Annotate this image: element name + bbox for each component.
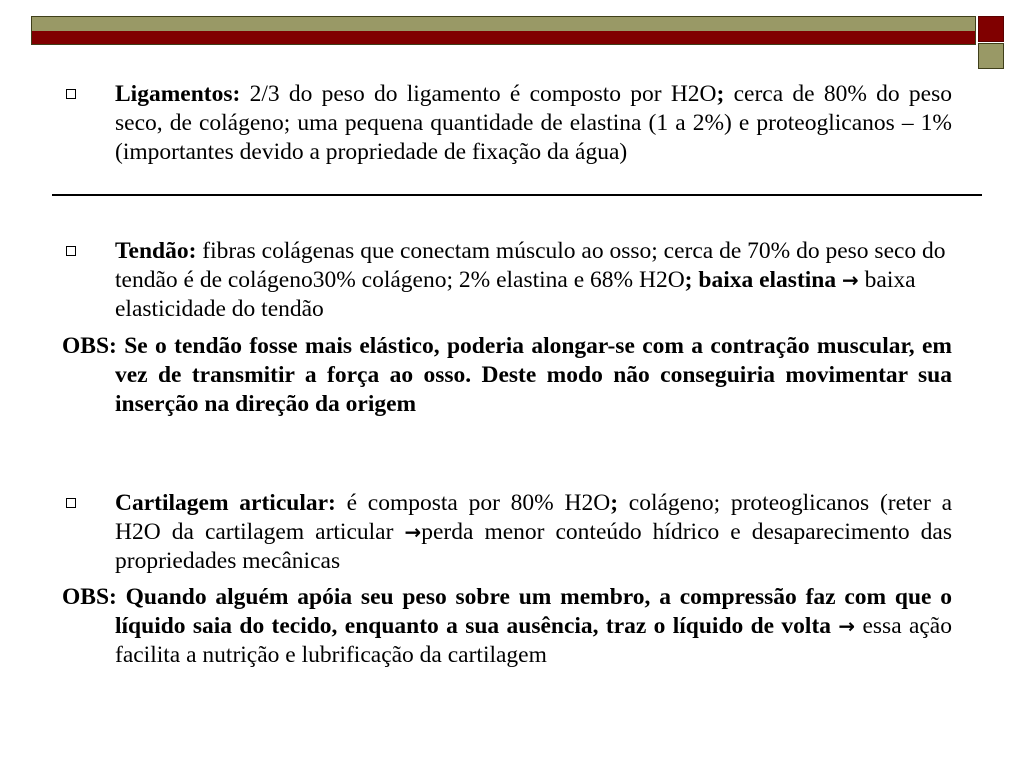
term-tendao: Tendão: [115, 238, 197, 264]
tendao-text-3: baixa elasticidade do tendão [115, 267, 916, 322]
bullet-ligamentos-text [115, 80, 952, 167]
divider-line [52, 194, 982, 196]
bullet-square-icon [66, 246, 76, 256]
tendao-text-2: ; baixa elastina [684, 267, 837, 293]
obs-cartilagem [62, 583, 952, 670]
bullet-cartilagem-text [115, 489, 952, 576]
ligamentos-text-2: ; [716, 81, 725, 107]
tendao-text-1: fibras colágenas que conectam músculo ao osso; cerca de 70% do peso seco do tendão é de colágeno30% colágeno; 2% elastina e 68% H2O [115, 238, 946, 293]
term-cartilagem: Cartilagem articular: [115, 490, 336, 516]
right-arrow-icon: → [838, 614, 856, 638]
obs-tendao: OBS: Se o tendão fosse mais elástico, poderia alongar-se com a contração muscular, em vez de transmitir a força ao osso. Deste modo não conseguiria movimentar sua inserção na direção da origem [62, 333, 952, 417]
right-arrow-icon: → [404, 520, 422, 544]
term-ligamentos: Ligamentos: [115, 81, 241, 107]
bullet-square-icon [66, 89, 76, 99]
cartilagem-text-3: colágeno; proteoglicanos (reter a H2O da cartilagem articular [115, 490, 952, 545]
header-band-maroon [32, 31, 975, 44]
right-arrow-icon: → [842, 268, 859, 292]
ligamentos-text-1: 2/3 do peso do ligamento é composto por H2O [240, 81, 717, 107]
bullet-square-icon [66, 498, 76, 508]
bullet-ligamentos [62, 80, 952, 167]
cartilagem-text-4: perda menor conteúdo hídrico e desaparecimento das propriedades mecânicas [115, 519, 952, 574]
obs-cartilagem-rest: essa ação facilita a nutrição e lubrificação da cartilagem [115, 613, 952, 668]
header-band [31, 16, 976, 45]
corner-square-maroon [978, 16, 1004, 42]
bullet-tendao [62, 237, 952, 324]
cartilagem-text-2: ; [610, 490, 619, 516]
ligamentos-text-3: cerca de 80% do peso seco, de colágeno; uma pequena quantidade de elastina (1 a 2%) e proteoglicanos – 1% (importantes devido a propriedade de fixação da água) [115, 81, 952, 165]
bullet-tendao-text [115, 237, 952, 324]
obs-cartilagem-bold: OBS: Quando alguém apóia seu peso sobre um membro, a compressão faz com que o líquido saia do tecido, enquanto a sua ausência, traz o líquido de volta [62, 584, 952, 639]
cartilagem-text-1: é composta por 80% H2O [335, 490, 611, 516]
corner-square-olive [978, 43, 1004, 69]
bullet-cartilagem [62, 489, 952, 576]
